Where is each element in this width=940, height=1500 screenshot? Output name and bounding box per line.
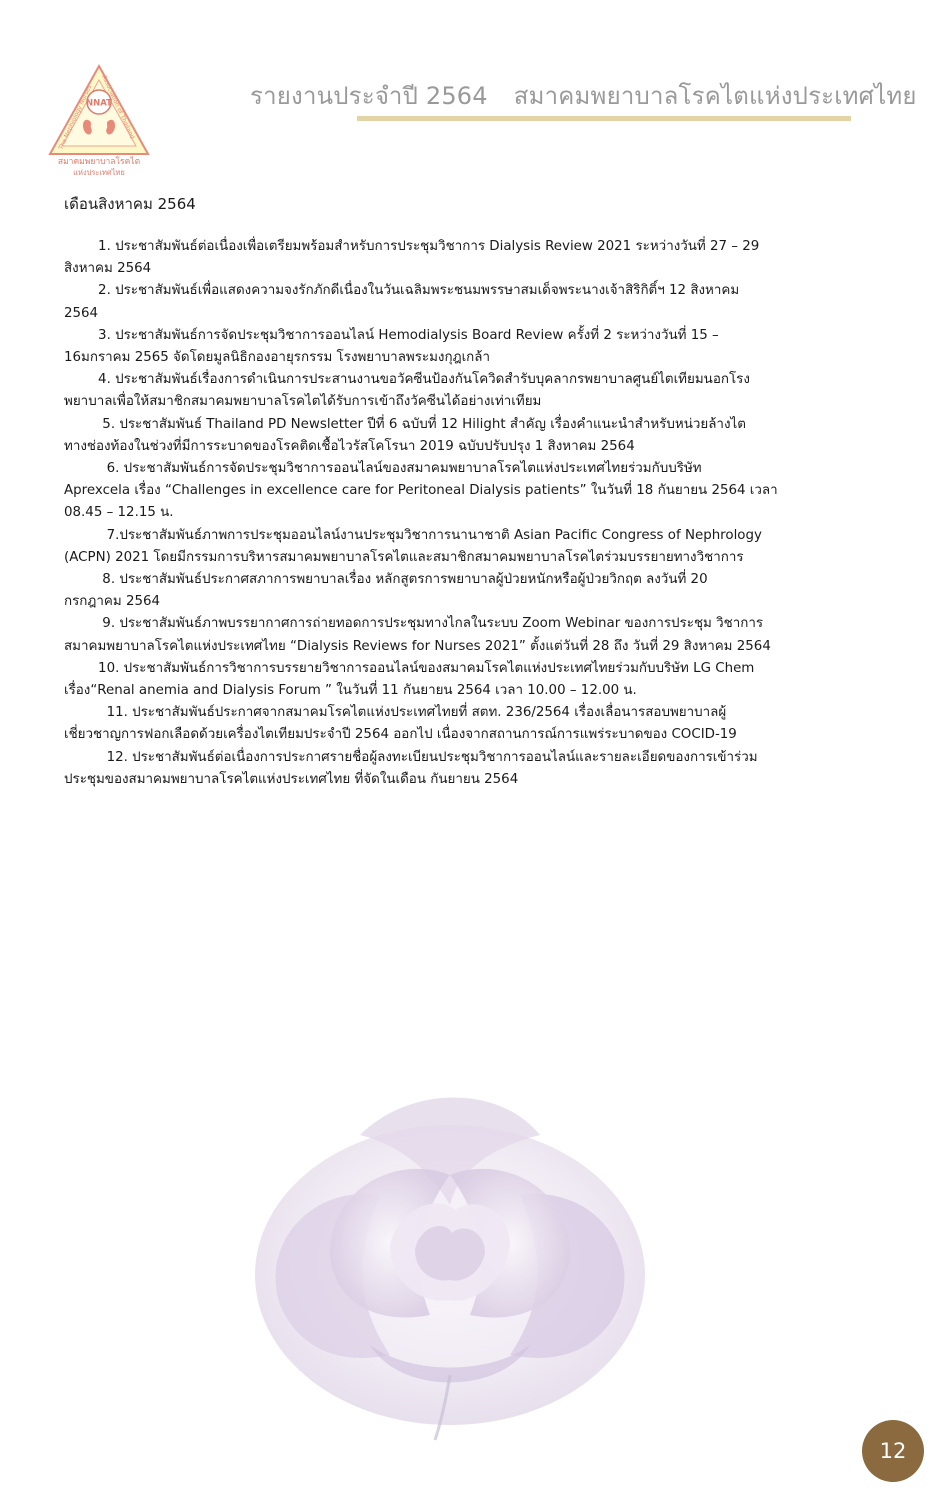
item-line: Aprexcela เรื่อง “Challenges in excellence care for Peritoneal Dialysis patients” ในวันที่ 18 กันยายน 2564 เวลา (64, 483, 778, 499)
item-line: 2. ประชาสัมพันธ์เพื่อแสดงความจงรักภักดีเนื่องในวันเฉลิมพระชนมพรรษาสมเด็จพระนางเจ้าสิริกิติ์ฯ 12 สิงหาคม (64, 283, 740, 299)
item-line: เรื่อง“Renal anemia and Dialysis Forum ” ในวันที่ 11 กันยายน 2564 เวลา 10.00 – 12.00 น. (64, 683, 637, 699)
item-line: 12. ประชาสัมพันธ์ต่อเนื่องการประกาศรายชื่อผู้ลงทะเบียนประชุมวิชาการออนไลน์และรายละเอียดของการเข้าร่วม (64, 749, 758, 765)
list-item (64, 236, 864, 280)
item-line: 5. ประชาสัมพันธ์ Thailand PD Newsletter ปีที่ 6 ฉบับที่ 12 Hilight สำคัญ เรื่องคำแนะนำสำหรับหน่วยล้างไต (64, 416, 746, 432)
item-line: 6. ประชาสัมพันธ์การจัดประชุมวิชาการออนไลน์ของสมาคมพยาบาลโรคไตแห่งประเทศไทยร่วมกับบริษัท (64, 461, 702, 477)
month-heading: เดือนสิงหาคม 2564 (64, 195, 196, 213)
association-logo (44, 62, 154, 180)
report-title: รายงานประจำปี 2564 (250, 82, 488, 110)
item-line: เชี่ยวชาญการฟอกเลือดด้วยเครื่องไตเทียมประจำปี 2564 ออกไป เนื่องจากสถานการณ์การแพร่ระบาดของ COCID-19 (64, 727, 737, 743)
item-line: 9. ประชาสัมพันธ์ภาพบรรยากาศการถ่ายทอดการประชุมทางไกลในระบบ Zoom Webinar ของการประชุม วิชาการ (64, 616, 764, 632)
logo-thai-line2: แห่งประเทศไทย (73, 168, 125, 177)
item-line: 4. ประชาสัมพันธ์เรื่องการดำเนินการประสานงานขอวัคซีนป้องกันโควิดสำรับบุคลากรพยาบาลศูนย์ไตเทียมนอกโรง (64, 372, 750, 388)
list-item (64, 702, 864, 746)
list-item (64, 280, 864, 324)
item-line: 16มกราคม 2565 จัดโดยมูลนิธิกองอายุรกรรม โรงพยาบาลพระมงกุฎเกล้า (64, 350, 490, 366)
item-line: กรกฎาคม 2564 (64, 594, 161, 610)
watercolor-peony-flower-icon (240, 1075, 660, 1445)
page-number-badge (862, 1420, 924, 1482)
nnat-triangle-logo-icon (44, 62, 154, 180)
item-line: 3. ประชาสัมพันธ์การจัดประชุมวิชาการออนไลน์ Hemodialysis Board Review ครั้งที่ 2 ระหว่างวันที่ 15 – (64, 327, 719, 343)
item-line: 8. ประชาสัมพันธ์ประกาศสภาการพยาบาลเรื่อง หลักสูตรการพยาบาลผู้ป่วยหนักหรือผู้ป่วยวิกฤต ลงวันที่ 20 (64, 572, 708, 588)
list-item (64, 458, 864, 525)
item-line: 2564 (64, 305, 99, 321)
item-line: 1. ประชาสัมพันธ์ต่อเนื่องเพื่อเตรียมพร้อมสำหรับการประชุมวิชาการ Dialysis Review 2021 ระหว่างวันที่ 27 – 29 (64, 239, 760, 254)
list-item (64, 325, 864, 369)
svg-text:Association of Thailand: Association of Thailand (100, 73, 136, 141)
item-line: 7.ประชาสัมพันธ์ภาพการประชุมออนไลน์งานประชุมวิชาการนานาชาติ Asian Pacific Congress of Nephrology (64, 527, 762, 543)
logo-thai-line1: สมาคมพยาบาลโรคไต (57, 157, 141, 167)
item-line: ทางช่องท้องในช่วงที่มีการระบาดของโรคติดเชื้อไวรัสโคโรนา 2019 ฉบับปรับปรุง 1 สิงหาคม 2564 (64, 438, 635, 454)
list-item (64, 414, 864, 458)
item-line: สิงหาคม 2564 (64, 261, 152, 277)
header-divider (357, 116, 851, 121)
item-line: 10. ประชาสัมพันธ์การวิชาการบรรยายวิชาการออนไลน์ของสมาคมโรคไตแห่งประเทศไทยร่วมกับบริษัท LG Chem (64, 660, 755, 676)
svg-text:The Nephrology Nurses: The Nephrology Nurses (57, 83, 94, 151)
list-item (64, 369, 864, 413)
item-line: สมาคมพยาบาลโรคไตแห่งประเทศไทย “Dialysis Reviews for Nurses 2021” ตั้งแต่วันที่ 28 ถึง วันที่ 29 สิงหาคม 2564 (64, 638, 771, 654)
list-item (64, 747, 864, 791)
list-item (64, 658, 864, 702)
item-line: พยาบาลเพื่อให้สมาชิกสมาคมพยาบาลโรคไตได้รับการเข้าถึงวัคซีนได้อย่างเท่าเทียม (64, 394, 542, 410)
org-name: สมาคมพยาบาลโรคไตแห่งประเทศไทย (513, 82, 917, 110)
page-header (250, 76, 917, 115)
item-line: (ACPN) 2021 โดยมีกรรมการบริหารสมาคมพยาบาลโรคไตและสมาชิกสมาคมพยาบาลโรคไตร่วมบรรยายทางวิชาการ (64, 549, 744, 565)
item-line: ประชุมของสมาคมพยาบาลโรคไตแห่งประเทศไทย ที่จัดในเดือน กันยายน 2564 (64, 771, 519, 787)
list-item (64, 525, 864, 569)
page-number: 12 (879, 1439, 907, 1463)
item-line: 11. ประชาสัมพันธ์ประกาศจากสมาคมโรคไตแห่งประเทศไทยที่ สตท. 236/2564 เรื่องเลื่อนารสอบพยาบาลผู้ (64, 705, 727, 721)
logo-abbreviation: NNAT (86, 98, 112, 109)
list-item (64, 613, 864, 657)
announcement-list (64, 236, 864, 791)
list-item (64, 569, 864, 613)
item-line: 08.45 – 12.15 น. (64, 505, 174, 521)
